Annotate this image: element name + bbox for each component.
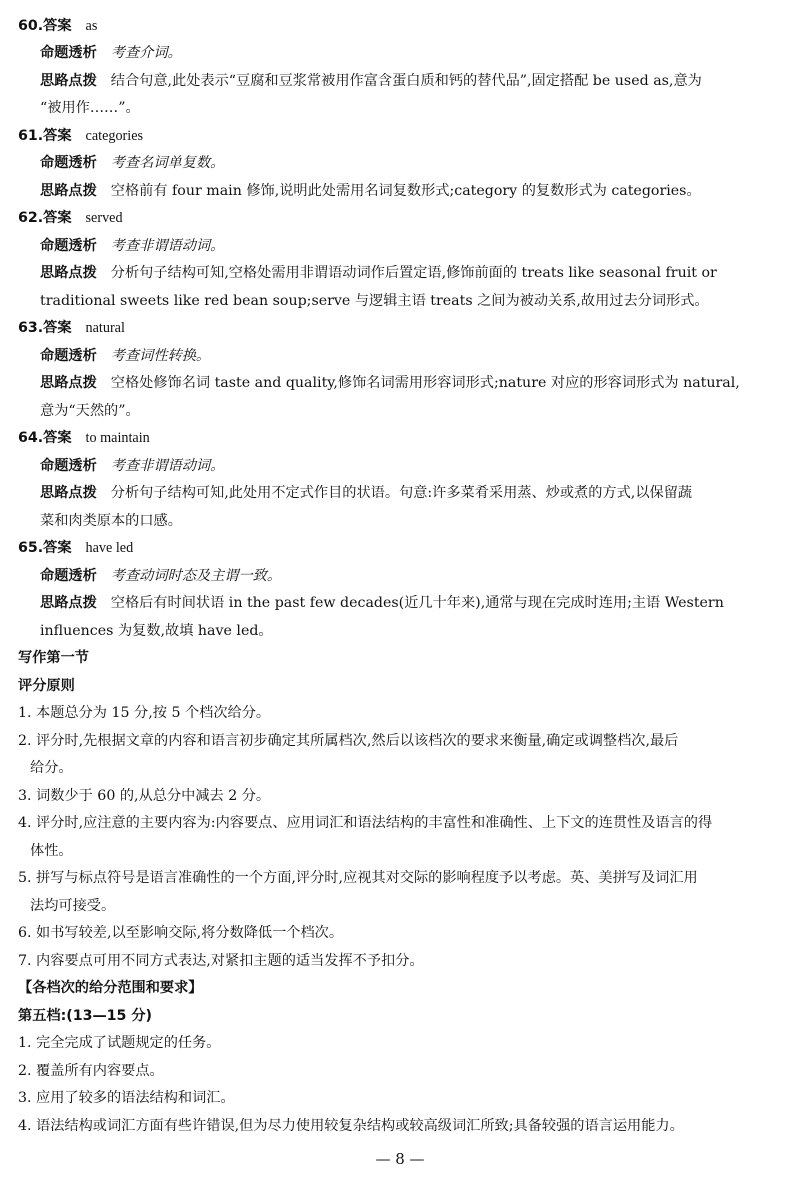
question-number: 63.	[18, 320, 44, 336]
q64-analysis-line	[40, 456, 782, 476]
answer-value: categories	[85, 128, 144, 144]
question-number: 64.	[18, 430, 44, 446]
q65-analysis-line	[40, 566, 782, 586]
analysis-text: 考查非谓语动词。	[110, 238, 225, 254]
page-number: — 8 —	[375, 1150, 425, 1168]
hint-text: traditional sweets like red bean soup;serve 与逻辑主语 treats 之间为被动关系,故用过去分词形式。	[40, 293, 709, 309]
q60-hint-line	[40, 71, 782, 91]
hint-text: 空格后有时间状语 in the past few decades(近几十年来),通常与现在完成时连用;主语 Western	[110, 595, 724, 611]
question-number: 60.	[18, 18, 44, 34]
question-number: 62.	[18, 210, 44, 226]
answer-value: have led	[85, 540, 134, 556]
answer-label: 答案	[43, 320, 72, 336]
hint-label: 思路点拨	[40, 595, 97, 611]
tier5-item: 4. 语法结构或词汇方面有些许错误,但为尽力使用较复杂结构或较高级词汇所致;具备较强的语言运用能力。	[18, 1118, 684, 1134]
hint-label: 思路点拨	[40, 183, 97, 199]
q62-hint-line	[40, 263, 782, 283]
analysis-label: 命题透析	[40, 348, 97, 364]
section-title: 写作第一节	[18, 650, 89, 666]
rule-item: 5. 拼写与标点符号是语言准确性的一个方面,评分时,应视其对交际的影响程度予以考虑。英、美拼写及词汇用	[18, 870, 698, 886]
hint-text: 菜和肉类原本的口感。	[40, 513, 182, 529]
q61-analysis-line	[40, 153, 782, 173]
hint-label: 思路点拨	[40, 485, 97, 501]
q64-hint-line-cont	[40, 511, 782, 531]
q63-hint-line	[40, 373, 782, 393]
q63-answer-line	[18, 318, 782, 338]
answer-label: 答案	[43, 210, 72, 226]
analysis-text: 考查动词时态及主谓一致。	[110, 568, 282, 584]
rule-item-cont: 给分。	[30, 760, 73, 776]
rule-item: 3. 词数少于 60 的,从总分中减去 2 分。	[18, 788, 271, 804]
q64-answer-line	[18, 428, 782, 448]
rule-item-cont: 法均可接受。	[30, 898, 116, 914]
q62-hint-line-cont	[40, 291, 782, 311]
hint-text: 结合句意,此处表示“豆腐和豆浆常被用作富含蛋白质和钙的替代品”,固定搭配 be used as,意为	[110, 73, 702, 89]
q64-hint-line	[40, 483, 782, 503]
q63-analysis-line	[40, 346, 782, 366]
q60-analysis-line	[40, 43, 782, 63]
q65-hint-line-cont	[40, 621, 782, 641]
answer-label: 答案	[43, 128, 72, 144]
tier5-item: 1. 完全完成了试题规定的任务。	[18, 1035, 221, 1051]
hint-text: 分析句子结构可知,此处用不定式作目的状语。句意:许多菜肴采用蒸、炒或煮的方式,以保留蔬	[110, 485, 693, 501]
q62-analysis-line	[40, 236, 782, 256]
rule-item: 2. 评分时,先根据文章的内容和语言初步确定其所属档次,然后以该档次的要求来衡量,确定或调整档次,最后	[18, 733, 679, 749]
hint-label: 思路点拨	[40, 265, 97, 281]
answer-label: 答案	[43, 18, 72, 34]
rule-item: 4. 评分时,应注意的主要内容为:内容要点、应用词汇和语法结构的丰富性和准确性、上下文的连贯性及语言的得	[18, 815, 713, 831]
hint-text: influences 为复数,故填 have led。	[40, 623, 273, 639]
hint-label: 思路点拨	[40, 375, 97, 391]
tier5-item: 3. 应用了较多的语法结构和词汇。	[18, 1090, 235, 1106]
answer-label: 答案	[43, 430, 72, 446]
analysis-text: 考查非谓语动词。	[110, 458, 225, 474]
q60-hint-line-cont	[40, 98, 782, 118]
hint-text: 空格前有 four main 修饰,说明此处需用名词复数形式;category 的复数形式为 categories。	[110, 183, 701, 199]
analysis-label: 命题透析	[40, 155, 97, 171]
answer-value: natural	[85, 320, 125, 336]
answer-value: as	[85, 18, 98, 34]
answer-label: 答案	[43, 540, 72, 556]
rule-item-cont: 体性。	[30, 843, 73, 859]
analysis-label: 命题透析	[40, 45, 97, 61]
hint-text: 意为“天然的”。	[40, 403, 140, 419]
hint-text: “被用作……”。	[40, 100, 140, 116]
analysis-text: 考查名词单复数。	[110, 155, 225, 171]
tier5-item: 2. 覆盖所有内容要点。	[18, 1063, 164, 1079]
answer-value: served	[85, 210, 123, 226]
q61-answer-line	[18, 126, 782, 146]
hint-text: 空格处修饰名词 taste and quality,修饰名词需用形容词形式;nature 对应的形容词形式为 natural,	[110, 375, 740, 391]
rule-item: 7. 内容要点可用不同方式表达,对紧扣主题的适当发挥不予扣分。	[18, 953, 424, 969]
tier-requirements-title: 【各档次的给分范围和要求】	[18, 980, 203, 996]
question-number: 65.	[18, 540, 44, 556]
q65-hint-line	[40, 593, 782, 613]
q62-answer-line	[18, 208, 782, 228]
q63-hint-line-cont	[40, 401, 782, 421]
analysis-label: 命题透析	[40, 458, 97, 474]
q61-hint-line	[40, 181, 782, 201]
rules-title: 评分原则	[18, 678, 75, 694]
q60-answer-line	[18, 16, 782, 36]
analysis-label: 命题透析	[40, 238, 97, 254]
rule-item: 1. 本题总分为 15 分,按 5 个档次给分。	[18, 705, 271, 721]
q65-answer-line	[18, 538, 782, 558]
rule-item: 6. 如书写较差,以至影响交际,将分数降低一个档次。	[18, 925, 344, 941]
hint-label: 思路点拨	[40, 73, 97, 89]
analysis-text: 考查词性转换。	[110, 348, 211, 364]
analysis-label: 命题透析	[40, 568, 97, 584]
tier5-title: 第五档:(13—15 分)	[18, 1008, 153, 1024]
hint-text: 分析句子结构可知,空格处需用非谓语动词作后置定语,修饰前面的 treats like seasonal fruit or	[110, 265, 717, 281]
answer-value: to maintain	[85, 430, 150, 446]
analysis-text: 考查介词。	[110, 45, 182, 61]
question-number: 61.	[18, 128, 44, 144]
